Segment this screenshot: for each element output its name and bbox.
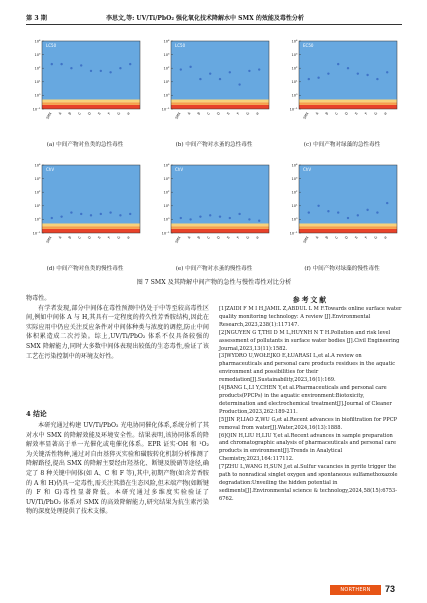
toxicity-band [42, 226, 140, 229]
toxicity-band [171, 105, 269, 109]
toxicity-band [171, 226, 269, 229]
data-point [219, 215, 221, 217]
y-tick-label: 10¹ [291, 80, 298, 85]
x-tick-label: C [77, 111, 83, 116]
x-tick-label: F [364, 111, 369, 116]
toxicity-band [42, 229, 140, 233]
page-header [26, 13, 402, 25]
data-point [337, 211, 339, 213]
x-tick-label: G [116, 235, 122, 240]
data-point [386, 202, 388, 204]
toxicity-band [42, 102, 140, 105]
x-tick-label: F [364, 235, 369, 240]
data-point [366, 209, 368, 211]
data-point [109, 71, 111, 73]
y-tick-label: 10² [163, 190, 170, 195]
data-point [70, 67, 72, 69]
endpoint-label: ChV [46, 167, 55, 172]
y-tick-label: 10² [34, 190, 41, 195]
endpoint-label: ChV [175, 167, 184, 172]
x-tick-label: G [373, 111, 379, 116]
toxicity-band [171, 229, 269, 233]
data-point [90, 70, 92, 72]
y-tick-label: 10¹ [34, 204, 41, 209]
conclusion-heading: 4 结论 [26, 410, 47, 418]
data-point [248, 70, 250, 72]
x-tick-label: H [383, 111, 389, 116]
toxicity-band [42, 223, 140, 226]
data-point [180, 68, 182, 70]
toxicity-band [299, 226, 397, 229]
x-tick-label: E [354, 235, 359, 240]
data-point [376, 211, 378, 213]
x-tick-label: B [196, 235, 202, 240]
toxicity-band [42, 105, 140, 109]
paragraph-continuation: 物毒性。 [26, 295, 51, 302]
data-point [308, 211, 310, 213]
x-tick-label: A [186, 235, 192, 240]
data-point [229, 71, 231, 73]
data-point [60, 215, 62, 217]
y-tick-label: 10⁰ [163, 93, 170, 98]
x-tick-label: H [255, 111, 261, 116]
x-tick-label: C [334, 111, 340, 116]
y-tick-label: 10¹ [163, 80, 170, 85]
data-point [100, 70, 102, 72]
x-tick-label: SMX [302, 235, 310, 244]
x-tick-label: D [216, 111, 221, 116]
data-point [70, 211, 72, 213]
y-tick-label: 10⁻¹ [32, 107, 41, 112]
data-point [386, 71, 388, 73]
y-tick-label: 10⁴ [34, 163, 41, 168]
toxicity-band [299, 223, 397, 226]
x-tick-label: SMX [174, 235, 182, 244]
y-tick-label: 10⁴ [291, 39, 298, 44]
x-tick-label: C [334, 235, 340, 240]
data-point [51, 217, 53, 219]
x-tick-label: E [354, 111, 359, 116]
data-point [129, 63, 131, 65]
y-tick-label: 10⁴ [163, 39, 170, 44]
endpoint-label: LC50 [46, 43, 57, 48]
data-point [347, 67, 349, 69]
y-tick-label: 10¹ [34, 80, 41, 85]
data-point [90, 214, 92, 216]
data-point [199, 215, 201, 217]
data-point [180, 217, 182, 219]
x-tick-label: SMX [45, 111, 53, 120]
panel-caption: (c) 中间产物对绿藻的急性毒性 [303, 142, 381, 148]
x-tick-label: G [245, 235, 251, 240]
y-tick-label: 10³ [291, 176, 298, 181]
y-tick-label: 10³ [163, 176, 170, 181]
data-point [80, 213, 82, 215]
panel-caption: (a) 中间产物对鱼类的急性毒性 [46, 142, 124, 148]
x-tick-label: A [57, 111, 63, 116]
toxicity-band [171, 165, 269, 223]
data-point [219, 78, 221, 80]
toxicity-chart-b [155, 37, 273, 137]
toxicity-band [299, 41, 397, 99]
toxicity-band [171, 102, 269, 105]
data-point [238, 213, 240, 215]
x-tick-label: A [314, 235, 320, 240]
y-tick-label: 10⁴ [291, 163, 298, 168]
endpoint-label: LC50 [175, 43, 186, 48]
x-tick-label: A [57, 235, 63, 240]
x-tick-label: F [236, 235, 241, 240]
y-tick-label: 10⁻¹ [161, 231, 170, 236]
data-point [248, 218, 250, 220]
x-tick-label: B [324, 235, 330, 240]
x-tick-label: A [186, 111, 192, 116]
toxicity-chart-a [26, 37, 144, 137]
reference-item: [4]BANG L,LI Y,CHEN Y,et al.Pharmaceuticals and personal care products(PPCPs) in the aquatic environment:Biotoxicity, determination and electrochemical treatment[J].Journal of Cleaner Production,2023,262:189-211. [219, 385, 392, 415]
data-point [317, 77, 319, 79]
x-tick-label: F [236, 111, 241, 116]
conclusion-paragraph: 本研究通过构建 UV/Ti/PbO₂ 光电协同催化体系,系统分析了其对水中 SMX 的降解效能及环境安全性。结果表明,该协同体系的降解效率显著高于单一光催化或电催化体系。EPR 证实·OH 和 ¹O₂ 为关键活性物种,通过对自由基猝灭实验和磺胺转化机制分析推测了降解路径,提出 SMX 的降解主要经由羟基化、断键及脱硝等途径,确定了 8 种关键中间体(如 A、C 和 F 等),其中,初期产物(如含芳香胺的 A 和 H)仍具一定毒性,需关注其潜在生态风险,但末端产物(如断键的 F 和 G)毒性显著降低。本研究通过多维度实验验证了 UV/Ti/PbO₂ 体系对 SMX 的高效降解能力,研究结果为抗生素污染物的深度处理提供了技术支撑。 [26, 422, 209, 516]
data-point [100, 213, 102, 215]
data-point [189, 66, 191, 68]
x-tick-label: D [216, 235, 221, 240]
left-column [26, 294, 209, 361]
y-tick-label: 10⁻¹ [289, 231, 298, 236]
x-tick-label: B [67, 111, 73, 116]
y-tick-label: 10⁰ [163, 217, 170, 222]
y-tick-label: 10⁻¹ [161, 107, 170, 112]
x-tick-label: SMX [174, 111, 182, 120]
x-tick-label: D [344, 235, 349, 240]
y-tick-label: 10³ [163, 52, 170, 57]
y-tick-label: 10⁴ [163, 163, 170, 168]
data-point [109, 211, 111, 213]
data-point [317, 205, 319, 207]
x-tick-label: A [314, 111, 320, 116]
x-tick-label: E [97, 111, 102, 116]
data-point [337, 63, 339, 65]
data-point [327, 210, 329, 212]
y-tick-label: 10¹ [291, 204, 298, 209]
toxicity-chart-f [283, 161, 401, 261]
toxicity-band [42, 99, 140, 102]
x-tick-label: D [344, 111, 349, 116]
x-tick-label: H [255, 235, 261, 240]
references-title: 参考文献 [292, 296, 329, 304]
data-point [60, 63, 62, 65]
panel-caption: (d) 中间产物对鱼类的慢性毒性 [46, 266, 124, 272]
x-tick-label: F [107, 235, 112, 240]
x-tick-label: C [77, 235, 83, 240]
header-rule [26, 24, 402, 25]
toxicity-band [299, 165, 397, 223]
data-point [119, 67, 121, 69]
data-point [189, 218, 191, 220]
x-tick-label: F [107, 111, 112, 116]
data-point [238, 83, 240, 85]
y-tick-label: 10² [34, 66, 41, 71]
data-point [366, 74, 368, 76]
y-tick-label: 10⁰ [34, 217, 41, 222]
x-tick-label: D [87, 235, 92, 240]
reference-item: [1]ZAIDI F M I H,JAMIL Z,ABDUL L M F.Towards online surface water quality monitoring technology: A review [J].Environmental Research,2023,238(1):117147. [219, 306, 402, 328]
panel-caption: (b) 中间产物对水蚤的急性毒性 [175, 142, 253, 148]
toxicity-band [299, 229, 397, 233]
reference-item: [2]NGUYEN G T,THI D M L,HUYNH N T H.Pollution and risk level assessment of pollutants in surface water bodies [J].Civil Engineering Journal,2023,13(11):1582. [219, 329, 400, 352]
x-tick-label: E [226, 111, 231, 116]
y-tick-label: 10² [291, 66, 298, 71]
y-tick-label: 10⁻¹ [32, 231, 41, 236]
panel-caption: (f) 中间产物对绿藻的慢性毒性 [304, 266, 380, 272]
y-tick-label: 10³ [291, 52, 298, 57]
x-tick-label: G [245, 111, 251, 116]
data-point [308, 78, 310, 80]
conclusion-column [26, 421, 209, 517]
x-tick-label: E [97, 235, 102, 240]
reference-item: [6]QIN H,LIU H,LIU Y,et al.Recent advances in sample preparation and chromatographic analysis of pharmaceuticals and personal care products in environment[J].Trends in Analytical Chemistry,2023,164:117112. [219, 432, 397, 463]
panel-caption: (e) 中间产物对水蚤的慢性毒性 [175, 266, 253, 272]
data-point [229, 217, 231, 219]
y-tick-label: 10² [291, 190, 298, 195]
journal-footer: NORTHERN BUILDING [330, 585, 381, 595]
x-tick-label: G [116, 111, 122, 116]
data-point [119, 214, 121, 216]
y-tick-label: 10⁴ [34, 39, 41, 44]
data-point [129, 213, 131, 215]
reference-item: [5]JIN P,LIAO Z,WU G,et al.Recent advances in biofiltration for PPCP removal from water[J].Water,2024,16(13):1888. [219, 416, 398, 431]
paragraph-discussion: 有学者发现,部分中间体在毒性预测中仍处于中等至较高毒性区间,例如中间体 A 与 H,其具有一定程度的持久性芳香胺结构,因此在实际应用中仍应关注反应条件对中间体种类与浓度的调控,防止中间体积累造成二次污染。综上,UV/Ti/PbO₂ 体系不仅具备较强的 SMX 降解能力,同时大多数中间体表现出较低的生态毒性,验证了该工艺在污染控制中的环境友好性。 [26, 304, 209, 360]
data-point [209, 72, 211, 74]
toxicity-band [299, 105, 397, 109]
toxicity-chart-d [26, 161, 144, 261]
endpoint-label: EC50 [303, 43, 314, 48]
toxicity-band [171, 99, 269, 102]
data-point [357, 214, 359, 216]
y-tick-label: 10⁰ [34, 93, 41, 98]
issue-number: 第 3 期 [26, 15, 47, 22]
data-point [199, 78, 201, 80]
x-tick-label: SMX [45, 235, 53, 244]
x-tick-label: H [126, 235, 132, 240]
x-tick-label: B [67, 235, 73, 240]
x-tick-label: H [383, 235, 389, 240]
data-point [258, 68, 260, 70]
data-point [258, 220, 260, 222]
references-list [219, 306, 402, 504]
toxicity-band [171, 223, 269, 226]
data-point [209, 214, 211, 216]
x-tick-label: B [196, 111, 202, 116]
y-tick-label: 10¹ [163, 204, 170, 209]
reference-item: [7]ZHU L,WANG H,SUN J,et al.Sulfur vacancies in pyrite trigger the path to nonradical singlet oxygen and spontaneous sulfamethoxazole degradation:Unveiling the hidden potential in sediments[J].Environmental science & technology,2024,58(15):6753-6762. [219, 464, 398, 502]
x-tick-label: G [373, 235, 379, 240]
toxicity-chart-e [155, 161, 273, 261]
running-title: 李思文,等: UV/Ti/PbO₂ 强化氧化技术降解水中 SMX 的效能及毒性分析 [106, 15, 304, 22]
x-tick-label: SMX [302, 111, 310, 120]
data-point [327, 72, 329, 74]
y-tick-label: 10⁰ [291, 217, 298, 222]
reference-item: [3]WYDRO U,WOŁEJKO E,ŁUARASI L,et al.A review on pharmaceuticals and personal care products residues in the aquatic environment and possibilities for their remediation[J].Sustainability,2023,16(1):169. [219, 353, 396, 384]
data-point [376, 78, 378, 80]
toxicity-band [299, 99, 397, 102]
y-tick-label: 10⁻¹ [289, 107, 298, 112]
x-tick-label: D [87, 111, 92, 116]
data-point [357, 72, 359, 74]
toxicity-band [299, 102, 397, 105]
endpoint-label: ChV [303, 167, 312, 172]
x-tick-label: C [206, 111, 212, 116]
data-point [51, 63, 53, 65]
toxicity-band [171, 41, 269, 99]
x-tick-label: H [126, 111, 132, 116]
y-tick-label: 10² [163, 66, 170, 71]
data-point [347, 217, 349, 219]
x-tick-label: C [206, 235, 212, 240]
y-tick-label: 10³ [34, 52, 41, 57]
data-point [80, 64, 82, 66]
toxicity-chart-c [283, 37, 401, 137]
page-number: 73 [385, 584, 396, 594]
figure-caption: 图 7 SMX 及其降解中间产物的急性与慢性毒性对比分析 [136, 279, 292, 286]
y-tick-label: 10³ [34, 176, 41, 181]
x-tick-label: B [324, 111, 330, 116]
y-tick-label: 10⁰ [291, 93, 298, 98]
x-tick-label: E [226, 235, 231, 240]
